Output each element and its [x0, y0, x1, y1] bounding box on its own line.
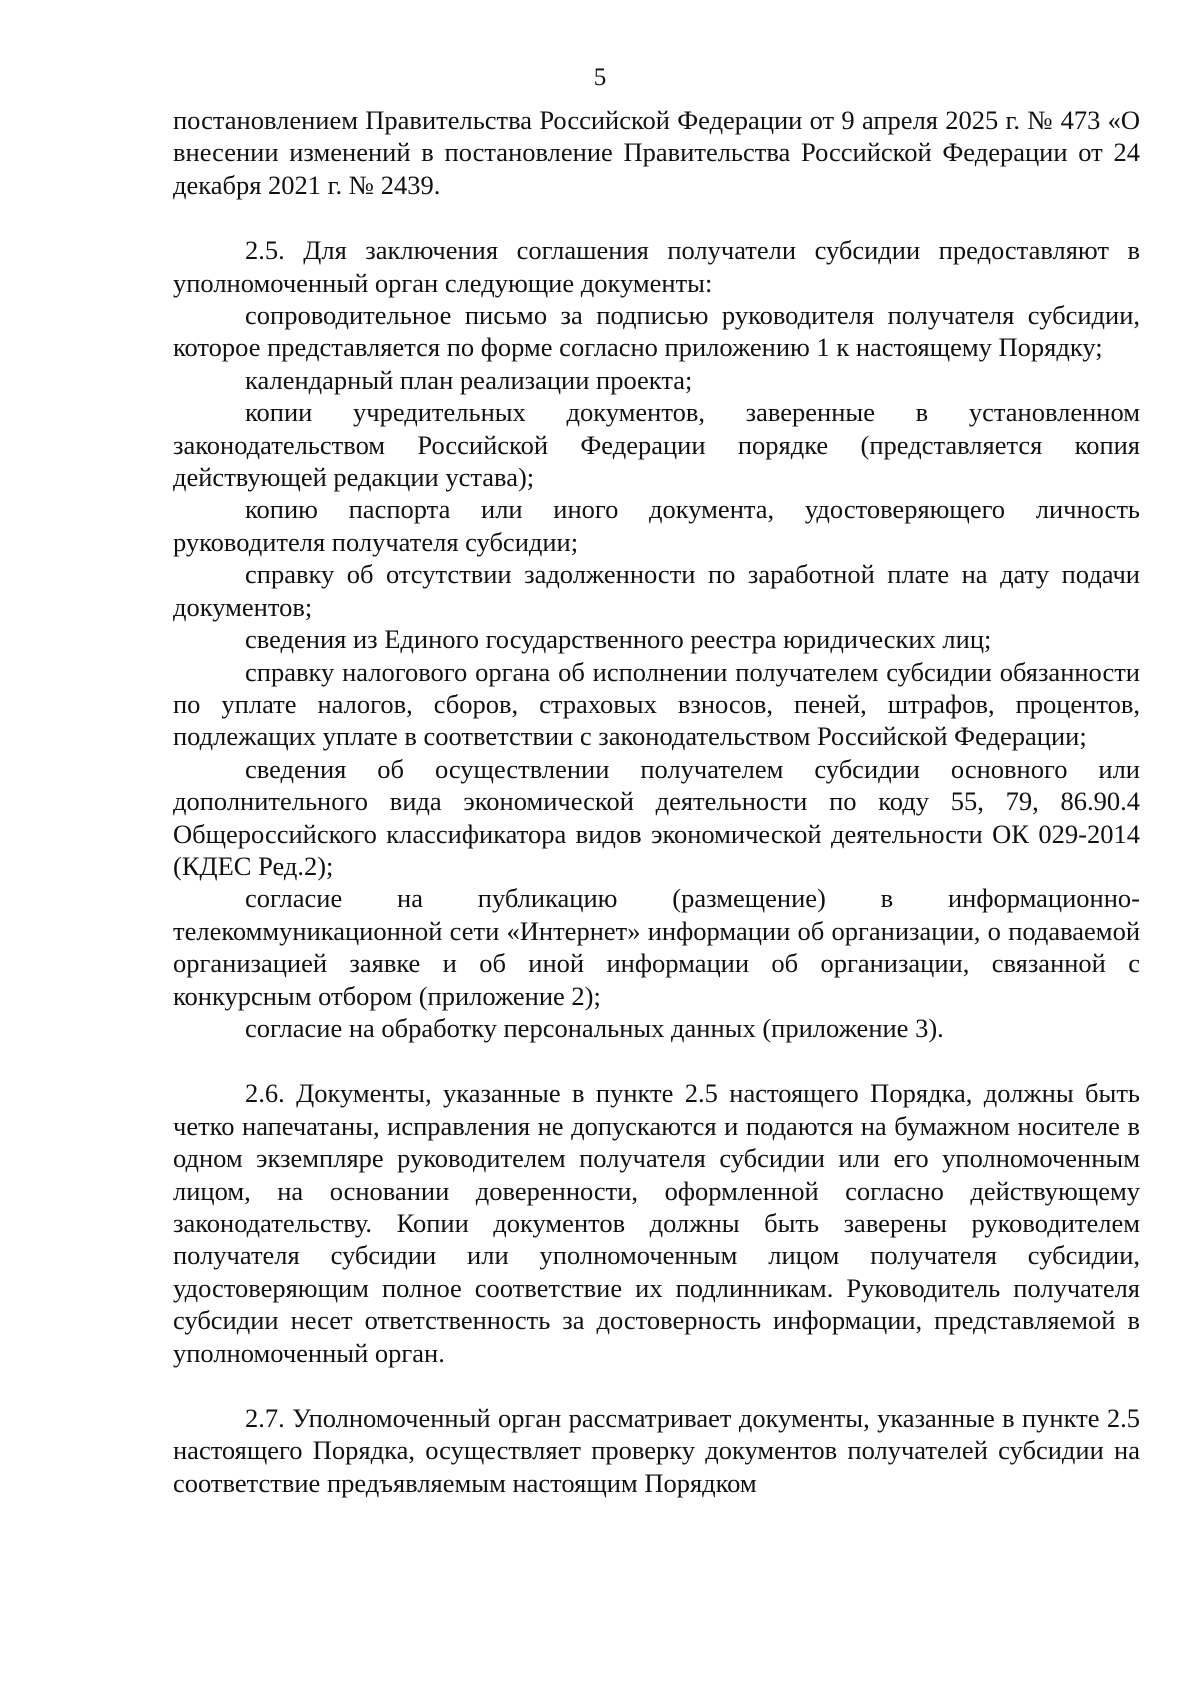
list-item: календарный план реализации проекта; [245, 364, 693, 395]
list-item: справку об отсутствии задолженности по заработной плате на дату подачи документов; [173, 559, 1140, 622]
list-item: сопроводительное письмо за подписью руководителя получателя субсидии, которое представляется по форме согласно приложению 1 к настоящему Порядку; [173, 300, 1140, 363]
list-item: копию паспорта или иного документа, удостоверяющего личность руководителя получателя субсидии; [173, 494, 1140, 557]
section-2-5-intro: 2.5. Для заключения соглашения получатели субсидии предоставляют в уполномоченный орган следующие документы: [173, 235, 1140, 298]
section-2-6: 2.6. Документы, указанные в пункте 2.5 настоящего Порядка, должны быть четко напечатаны, исправления не допускаются и подаются на бумажном носителе в одном экземпляре руководителем получателя субсидии или его уполномоченным лицом, на основании доверенности, оформленной согласно действующему законодательству. Копии документов должны быть заверены руководителем получателя субсидии или уполномоченным лицом получателя субсидии, удостоверяющим полное соответствие их подлинникам. Руководитель получателя субсидии несет ответственность за достоверность информации, представляемой в уполномоченный орган. [173, 1078, 1140, 1368]
list-item: справку налогового органа об исполнении получателем субсидии обязанности по уплате налогов, сборов, страховых взносов, пеней, штрафов, процентов, подлежащих уплате в соответствии с законодательством Российской Федерации; [173, 656, 1140, 752]
list-item: копии учредительных документов, заверенные в установленном законодательством Российской Федерации порядке (представляется копия действующей редакции устава); [173, 397, 1140, 493]
page-number: 5 [593, 64, 607, 91]
paragraph-continuation: постановлением Правительства Российской Федерации от 9 апреля 2025 г. № 473 «О внесении изменений в постановление Правительства Российской Федерации от 24 декабря 2021 г. № 2439. [173, 105, 1140, 200]
section-2-7: 2.7. Уполномоченный орган рассматривает документы, указанные в пункте 2.5 настоящего Порядка, осуществляет проверку документов получателей субсидии на соответствие предъявляемым настоящим Порядком [173, 1403, 1140, 1498]
document-body [173, 104, 1140, 1499]
list-item: сведения об осуществлении получателем субсидии основного или дополнительного вида экономической деятельности по коду 55, 79, 86.90.4 Общероссийского классификатора видов экономической деятельности ОК 029-2014 (КДЕС Ред.2); [173, 753, 1140, 881]
list-item: согласие на публикацию (размещение) в информационно-телекоммуникационной сети «Интернет» информации об организации, о подаваемой организацией заявке и об иной информации об организации, связанной с конкурсным отбором (приложение 2); [173, 883, 1140, 1011]
list-item: сведения из Единого государственного реестра юридических лиц; [245, 624, 992, 655]
list-item: согласие на обработку персональных данных (приложение 3). [245, 1012, 944, 1043]
